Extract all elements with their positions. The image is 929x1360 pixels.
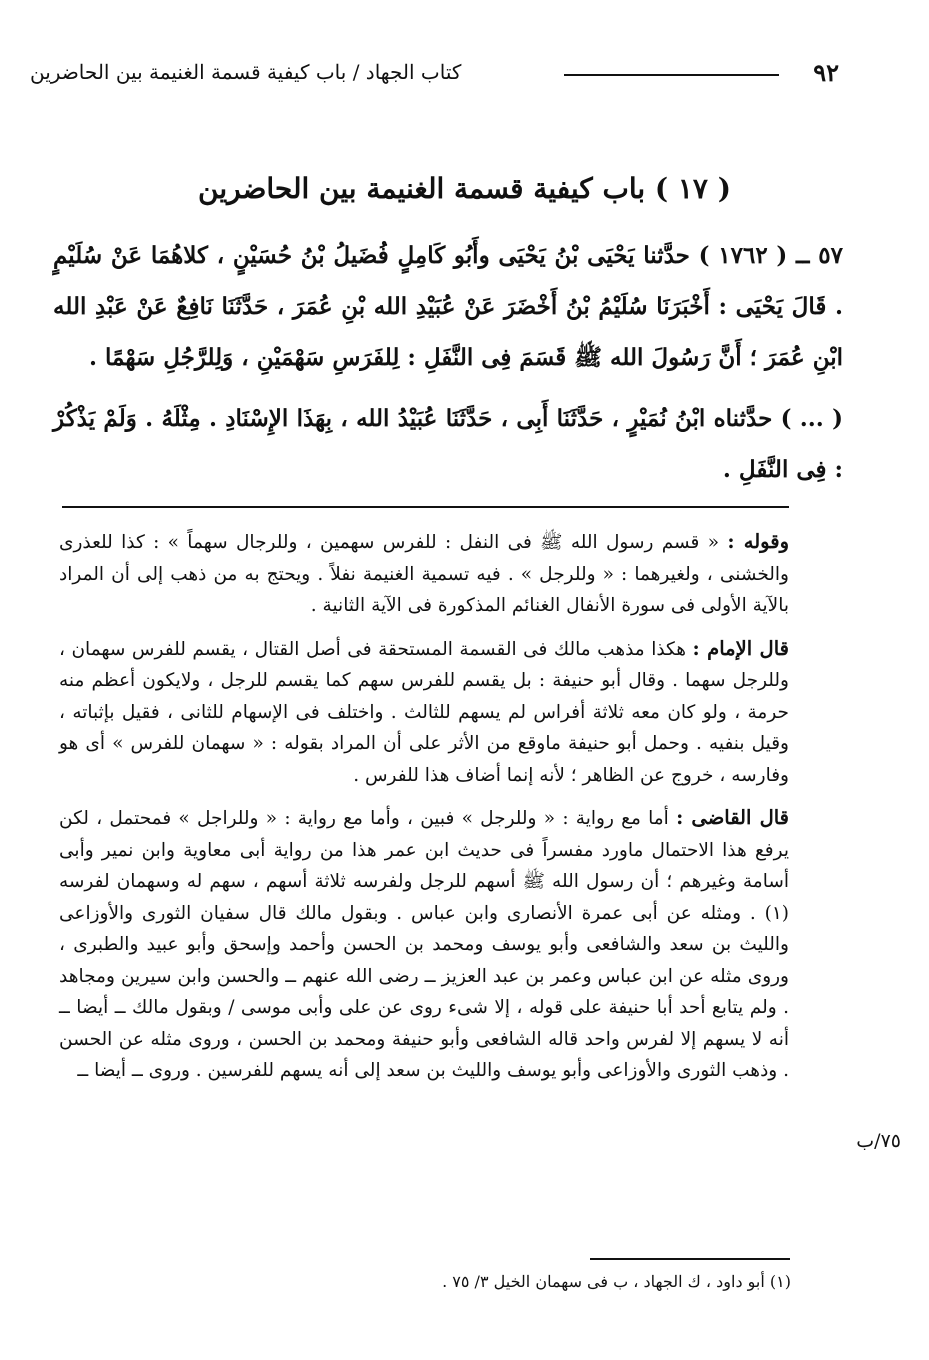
commentary	[59, 526, 789, 1087]
hadith-text	[53, 230, 843, 495]
commentary-text: هكذا مذهب مالك فى القسمة المستحقة فى أصل القتال ، يقسم للفرس سهمان ، وللرجل سهما . وقال أبو حنيفة : بل يقسم للفرس سهم كما يقسم للرجل ، ولايكون أعظم منه حرمة ، ولو كان معه ثلاثة أفراس لم يسهم للثالث . واختلف فى الإسهام للثانى ، فقيل بإثباته ، وقيل بنفيه . وحمل أبو حنيفة ماوقع من الأثر على أن المراد بقوله : « سهمان للفرس » أى هو وفارسه ، خروج عن الظاهر ؛ لأنه إنما أضاف هذا للفرس .	[59, 638, 789, 786]
commentary-paragraph	[59, 526, 789, 622]
running-header	[30, 58, 839, 90]
chapter-title: ( ١٧ ) باب كيفية قسمة الغنيمة بين الحاضرين	[198, 172, 731, 205]
running-title: كتاب الجهاد / باب كيفية قسمة الغنيمة بين الحاضرين	[30, 60, 462, 84]
margin-folio-note: ٧٥/ب	[856, 1130, 901, 1152]
page-number: ٩٢	[813, 58, 839, 87]
commentary-text: « قسم رسول الله ﷺ فى النفل : للفرس سهمين ، وللرجال سهماً » : كذا للعذرى والخشنى ، ولغيرهما : « وللرجل » . فيه تسمية الغنيمة نفلاً . ويحتج به من ذهب إلى أن المراد بالآية الأولى فى سورة الأنفال الغنائم المذكورة فى الآية الثانية .	[59, 532, 789, 616]
commentary-paragraph	[59, 802, 789, 1087]
header-rule	[564, 74, 779, 76]
commentary-text: أما مع رواية : « وللرجل » فبين ، وأما مع رواية : « وللراجل » فمحتمل ، لكن يرفع هذا الاحتمال ماورد مفسراً فى حديث ابن عمر هذا من رواية أبى معاوية وابن نمير وأبى أسامة وغيرهم ؛ أن رسول الله ﷺ أسهم للرجل ولفرسه ثلاثة أسهم ، سهم له وسهمان لفرسه (١) . ومثله عن أبى عمرة الأنصارى وابن عباس . وبقول مالك قال سفيان الثورى والأوزاعى والليث بن سعد والشافعى وأبو يوسف ومحمد بن الحسن وأحمد وإسحق وأبو عبيد والطبرى ، وروى مثله عن ابن عباس وعمر بن عبد العزيز ــ رضى الله عنهم ــ والحسن وابن سيرين ومجاهد . ولم يتابع أحد أبا حنيفة على قوله ، إلا شىء روى عن على وأبى موسى / وبقول مالك ــ أيضا ــ أنه لا يسهم إلا لفرس واحد قاله الشافعى وأبو حنيفة ومحمد بن الحسن ، وروى مثله عن الحسن . وذهب الثورى والأوزاعى وأبو يوسف والليث بن سعد إلى أنه يسهم للفرسين . وروى ــ أيضا ــ	[59, 808, 789, 1081]
footnote: (١) أبو داود ، ك الجهاد ، ب فى سهمان الخيل ٣/ ٧٥ .	[442, 1272, 791, 1291]
commentary-paragraph	[59, 633, 789, 792]
hadith-paragraph: ٥٧ ــ ( ١٧٦٢ ) حدَّثنا يَحْيَى بْنُ يَحْيَى وأَبُو كَامِلٍ فُضَيلُ بْنُ حُسَيْنٍ ، كلاهُمَا عَنْ سُلَيْمٍ . قَالَ يَحْيَى : أَخْبَرَنَا سُلَيْمُ بْنُ أَخْضَرَ عَنْ عُبَيْدِ الله بْنِ عُمَرَ ، حَدَّثَنَا نَافِعٌ عَنْ عَبْدِ الله ابْنِ عُمَرَ ؛ أَنَّ رَسُولَ الله ﷺ قَسَمَ فِى النَّفَلِ : لِلفَرَسِ سَهْمَيْنِ ، وَلِلرَّجُلِ سَهْمًا .	[53, 242, 843, 371]
commentary-label: قال الإمام :	[692, 636, 789, 660]
footnote-divider	[590, 1258, 790, 1260]
section-divider	[62, 506, 789, 508]
commentary-label: وقوله :	[727, 530, 789, 553]
commentary-label: قال القاضى :	[676, 806, 790, 829]
hadith-paragraph: ( ... ) حدَّثناه ابْنُ نُمَيْرٍ ، حَدَّثَنَا أَبِى ، حَدَّثَنَا عُبَيْدُ الله ، بِهَذَا الإِسْنَادِ . مِثْلَهُ . وَلَمْ يَذْكُرْ : فِى النَّفَلِ .	[53, 405, 843, 483]
